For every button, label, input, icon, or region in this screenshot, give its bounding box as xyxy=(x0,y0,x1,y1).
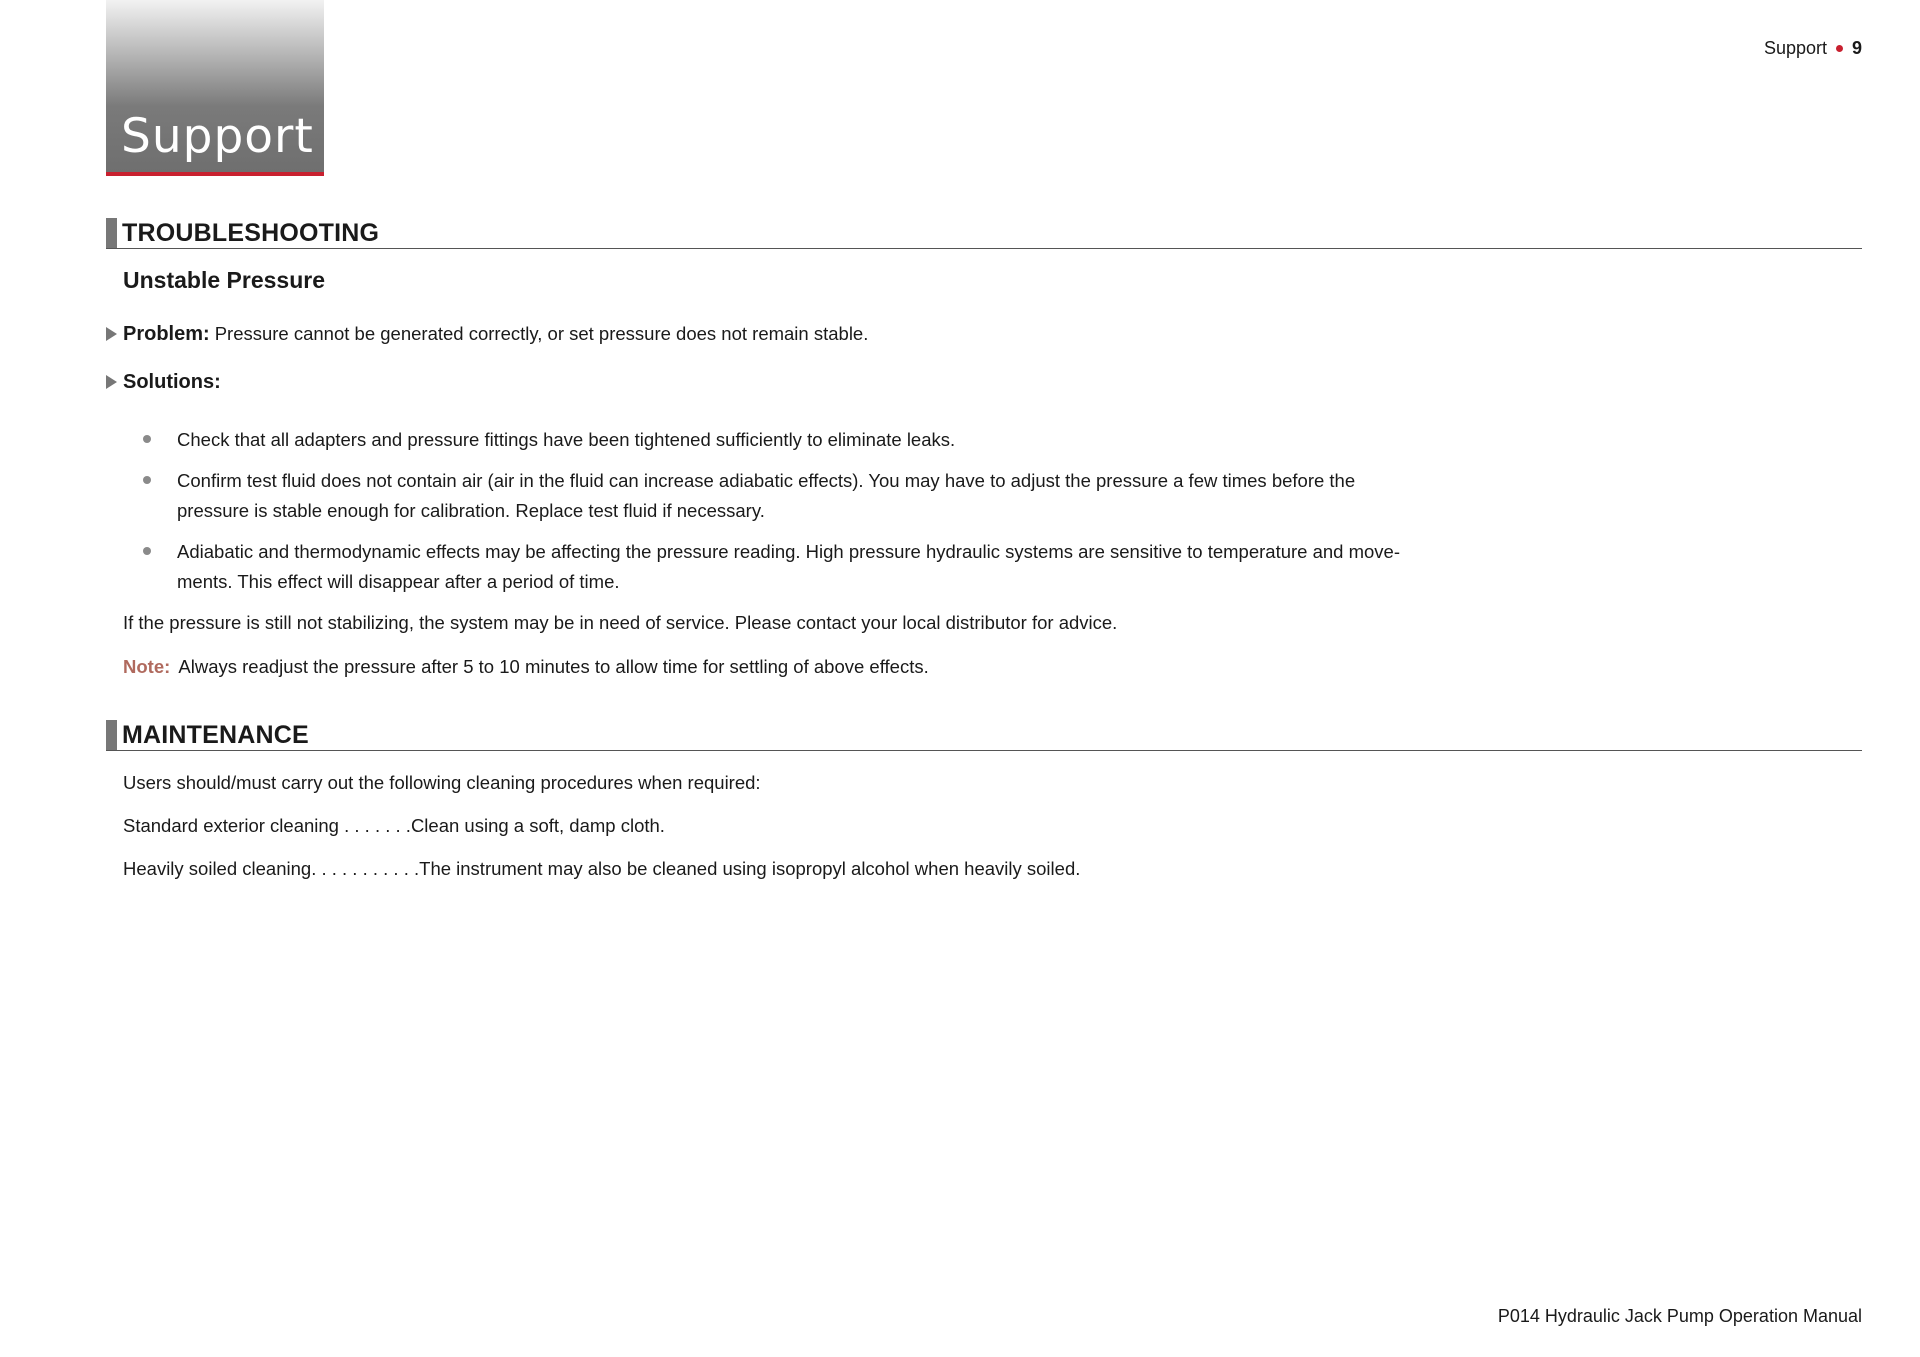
subheading-unstable-pressure: Unstable Pressure xyxy=(123,267,325,293)
problem-line xyxy=(106,323,868,346)
footer-manual-title: P014 Hydraulic Jack Pump Operation Manual xyxy=(1497,1306,1862,1326)
note-text: Always readjust the pressure after 5 to 10 minutes to allow time for settling of above effects. xyxy=(178,656,929,677)
chapter-title: Support xyxy=(121,109,314,164)
solutions-line xyxy=(106,371,226,394)
note-label: Note: xyxy=(123,656,171,677)
triangle-right-icon xyxy=(106,375,117,389)
list-item xyxy=(143,425,1403,455)
section-bar-icon xyxy=(106,720,117,750)
running-head-section: Support xyxy=(1763,38,1827,58)
maintenance-row xyxy=(123,815,665,837)
triangle-right-icon xyxy=(106,327,117,341)
solution-text: Check that all adapters and pressure fittings have been tightened sufficiently to eliminate leaks. xyxy=(177,429,956,450)
maintenance-row xyxy=(123,858,1080,880)
maintenance-row-text: The instrument may also be cleaned using isopropyl alcohol when heavily soiled. xyxy=(419,858,1081,879)
section-heading-text: MAINTENANCE xyxy=(122,721,309,749)
problem-label: Problem: xyxy=(123,323,210,345)
chapter-tab xyxy=(106,0,324,176)
maintenance-row-label: Standard exterior cleaning . . . . . . . xyxy=(123,815,411,836)
maintenance-row-text: Clean using a soft, damp cloth. xyxy=(410,815,665,836)
running-head xyxy=(1764,38,1862,59)
note-paragraph xyxy=(123,656,929,678)
bullet-icon xyxy=(143,435,151,443)
page-number: 9 xyxy=(1851,38,1862,58)
list-item xyxy=(143,537,1403,597)
solution-text: Confirm test fluid does not contain air (air in the fluid can increase adiabatic effects). You may have to adjust the pressure a few times before the pressure is stable enough for calibration. Replace test fluid if necessary. xyxy=(177,470,1356,521)
solution-text: Adiabatic and thermodynamic effects may be affecting the pressure reading. High pressure hydraulic systems are sensitive to temperature and move- ments. This effect will disappear after a period of time. xyxy=(177,541,1400,592)
maintenance-intro: Users should/must carry out the following cleaning procedures when required: xyxy=(123,772,761,793)
service-paragraph: If the pressure is still not stabilizing, the system may be in need of service. Please contact your local distributor for advice. xyxy=(123,612,1118,633)
section-heading-text: TROUBLESHOOTING xyxy=(122,219,380,247)
section-bar-icon xyxy=(106,218,117,248)
bullet-icon xyxy=(143,547,151,555)
maintenance-row-label: Heavily soiled cleaning. . . . . . . . . . . xyxy=(123,858,420,879)
section-heading-maintenance xyxy=(106,720,1862,751)
list-item xyxy=(143,466,1403,526)
section-heading-troubleshooting xyxy=(106,218,1862,249)
solutions-label: Solutions: xyxy=(123,371,221,393)
bullet-dot-icon xyxy=(1836,45,1843,52)
solutions-list xyxy=(143,425,1403,608)
problem-text: Pressure cannot be generated correctly, or set pressure does not remain stable. xyxy=(214,323,869,344)
bullet-icon xyxy=(143,476,151,484)
